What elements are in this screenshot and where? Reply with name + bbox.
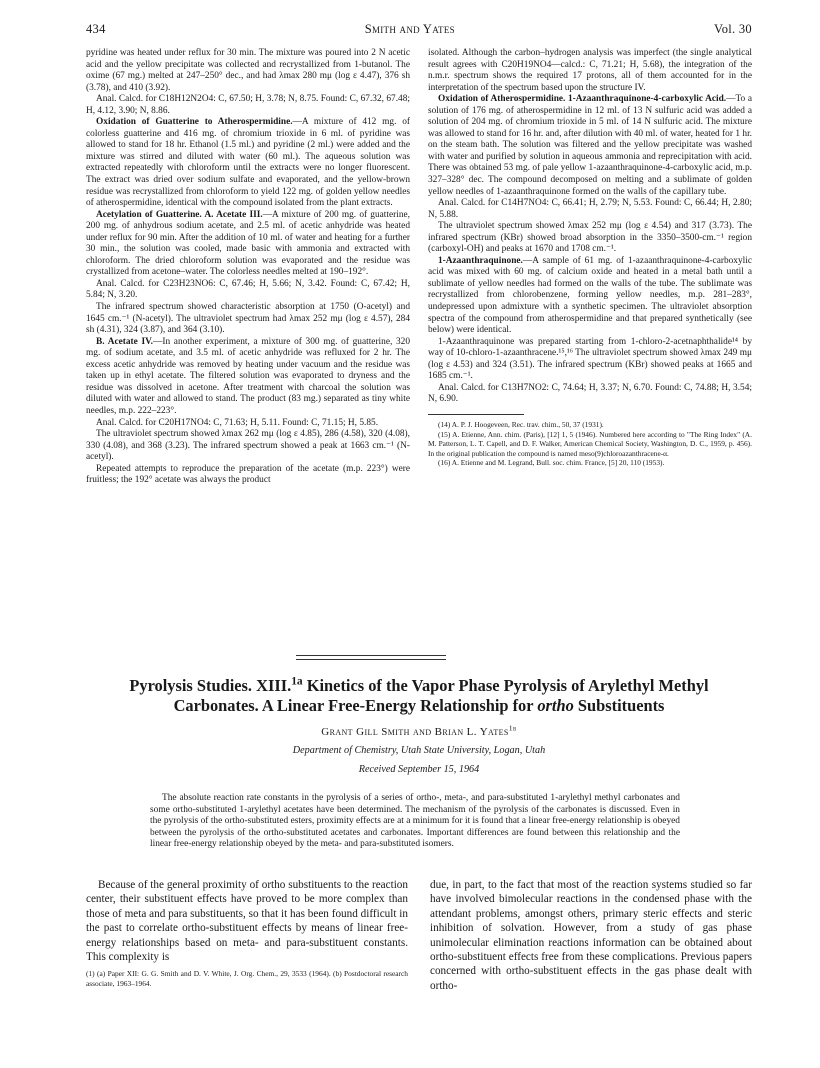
running-head-authors: Smith and Yates	[364, 22, 455, 36]
body-left-column	[86, 878, 408, 993]
paragraph: B. Acetate IV.—In another experiment, a mixture of 300 mg. of guatterine, 320 mg. of sodium acetate, and 3.5 ml. of acetic anhydride was refluxed for 2 hr. The excess acetic anhydride was removed by heating under vacuum and the residue was taken up in ethyl acetate. The filtered solution was evaporated to dryness and the residue was dissolved in acetone. After treatment with charcoal the solution was diluted with water and allowed to stand. The product (83 mg.) separated as tiny white needles, m.p. 222–223°.	[86, 336, 410, 416]
footnote: (1) (a) Paper XII: G. G. Smith and D. V. White, J. Org. Chem., 29, 3533 (1964). (b) Postdoctoral research associate, 1963–1964.	[86, 969, 408, 989]
affiliation: Department of Chemistry, Utah State University, Logan, Utah	[292, 745, 546, 756]
paragraph: Repeated attempts to reproduce the preparation of the acetate (m.p. 223°) were fruitless; the 192° acetate was always the product	[86, 463, 410, 486]
footnote-rule	[428, 414, 524, 415]
article-title: Pyrolysis Studies. XIII.$^{1a}$ Kinetics of the Vapor Phase Pyrolysis of Arylethyl Methyl Carbonates. A Linear Free-Energy Relationship for ortho Substituents	[129, 675, 709, 715]
paragraph: Oxidation of Guatterine to Atherospermidine.—A mixture of 412 mg. of colorless guatterine and 416 mg. of chromium trioxide in 6 ml. of pyridine was allowed to stand for 18 hr. Ethanol (1.5 ml.) and pyridine (2 ml.) were added and the mixture was stirred and diluted with water (60 ml.). The aqueous solution was extracted repeatedly with chloroform until the extracts were no longer fluorescent. The extract was dried over sodium sulfate and evaporated, and the yellow-brown residue was recrystallized from chloroform to yield 122 mg. of golden yellow needles of atherospermidine, identical with the compound isolated from the plant extracts.	[86, 117, 410, 209]
article-separator-rule	[296, 659, 446, 660]
page	[86, 22, 752, 487]
paragraph: The ultraviolet spectrum showed λmax 262 mμ (log ε 4.85), 286 (4.58), 320 (4.08), 330 (4.08), and 368 (3.23). The infrared spectrum showed a peak at 1663 cm.⁻¹ (N-acetyl).	[86, 429, 410, 463]
run-in-heading: Oxidation of Atherospermidine. 1-Azaanthraquinone-4-carboxylic Acid.	[438, 94, 727, 105]
paragraph: Anal. Calcd. for C13H7NO2: C, 74.64; H, 3.37; N, 6.70. Found: C, 74.88; H, 3.54; N, 6.90.	[428, 382, 752, 405]
paragraph: 1-Azaanthraquinone was prepared starting from 1-chloro-2-acetnaphthalide¹⁴ by way of 10-chloro-1-azaanthracene.¹⁵,¹⁶ The ultraviolet spectrum showed λmax 249 mμ (log ε 4.53) and 324 (3.51). The infrared spectrum (KBr) showed peaks at 1665 and 1685 cm.⁻¹.	[428, 336, 752, 382]
paragraph: due, in part, to the fact that most of the reaction systems studied so far have involved bimolecular reactions in the condensed phase with the attendant problems, amongst others, primary steric effects and steric inhibition of solvation. However, from a study of gas phase unimolecular elimination reactions information can be obtained about ortho-substituent effects free from these complications. Previous papers concerned with ortho-substituent effects in the gas phase dealt with ortho-	[430, 879, 752, 992]
paragraph: pyridine was heated under reflux for 30 min. The mixture was poured into 2 N acetic acid and the yellow precipitate was collected and recrystallized from 1-butanol. The oxime (67 mg.) melted at 247–250° dec., and had λmax 280 mμ (log ε 4.47), 376 sh (3.78), and 410 (3.92).	[86, 48, 410, 93]
run-in-heading: Oxidation of Guatterine to Atherospermidine.	[96, 117, 293, 128]
paragraph: The ultraviolet spectrum showed λmax 252 mμ (log ε 4.54) and 317 (3.73). The infrared spectrum (KBr) showed broad absorption in the 3350–3500-cm.⁻¹ region (carboxyl-OH) and peaks at 1670 and 1708 cm.⁻¹.	[428, 221, 752, 255]
running-head	[86, 22, 752, 40]
paragraph: isolated. Although the carbon–hydrogen analysis was imperfect (the single analytical result agrees with C20H19NO4—calcd.: C, 71.21; H, 5.68), the integration of the n.m.r. spectrum shows the required 17 protons, all of them accounted for in the interpretation of the spectrum based upon the structure IV.	[428, 48, 752, 93]
abstract: The absolute reaction rate constants in the pyrolysis of a series of ortho-, meta-, and para-substituted 1-arylethyl methyl carbonates and some ortho-substituted 1-arylethyl acetates have been determined. The mechanism of the pyrolysis of the carbonates is discussed. Even in the pyrolysis of the ortho-substituted esters, proximity effects are at a minimum for it is found that a linear free-energy relationship is obeyed between the pyrolysis of the ortho-substituted acetates and carbonates. Important differences are found between this relationship and the linear free-energy relationship obeyed by the meta- and para-substituted isomers.	[150, 793, 680, 850]
run-in-heading: B. Acetate IV.	[96, 336, 153, 347]
left-column	[86, 48, 410, 487]
paragraph: The infrared spectrum showed characteristic absorption at 1750 (O-acetyl) and 1645 cm.⁻¹ (N-acetyl). The ultraviolet spectrum had λmax 252 mμ (log ε 4.57), 284 sh (4.31), 324 (3.87), and 364 (3.10).	[86, 302, 410, 336]
paragraph: Anal. Calcd. for C23H23NO6: C, 67.46; H, 5.66; N, 3.42. Found: C, 67.42; H, 5.84; N, 3.20.	[86, 278, 410, 301]
page-number: 434	[86, 22, 106, 36]
article-authors: Grant Gill Smith and Brian L. Yates$^{1b}$	[321, 723, 517, 738]
article-separator-rule	[296, 655, 446, 656]
run-in-heading: Acetylation of Guatterine. A. Acetate III.	[96, 209, 263, 220]
volume-label: Vol. 30	[713, 22, 752, 36]
footnote: (14) A. P. J. Hoogeveen, Rec. trav. chim., 50, 37 (1931).	[438, 419, 604, 429]
run-in-heading: 1-Azaanthraquinone.	[438, 255, 523, 266]
paragraph: Anal. Calcd. for C18H12N2O4: C, 67.50; H, 3.78; N, 8.75. Found: C, 67.32, 67.48; H, 4.12, 3.90; N, 8.86.	[86, 94, 410, 116]
paragraph: Because of the general proximity of ortho substituents to the reaction center, their substituent effects have proved to be more complex than those of meta and para substituents, so that it has been found difficult in the past to correlate ortho-substituent effects by means of linear free-energy relationships based on meta- and para-substituent constants. This complexity is	[86, 879, 408, 964]
two-column-text	[86, 48, 752, 487]
paragraph: Anal. Calcd. for C14H7NO4: C, 66.41; H, 2.79; N, 5.53. Found: C, 66.44; H, 2.80; N, 5.88.	[428, 198, 752, 220]
paragraph: Anal. Calcd. for C20H17NO4: C, 71.63; H, 5.11. Found: C, 71.15; H, 5.85.	[96, 417, 379, 428]
footnote: (16) A. Etienne and M. Legrand, Bull. soc. chim. France, [5] 20, 110 (1953).	[438, 458, 665, 468]
paragraph: Oxidation of Atherospermidine. 1-Azaanthraquinone-4-carboxylic Acid.—To a solution of 176 mg. of atherospermidine in 12 ml. of 13 N sulfuric acid was added a solution of 204 mg. of chromium trioxide in 5 ml. of 14 N sulfuric acid. The mixture was allowed to stand for 16 hr. and, after dilution with 40 ml. of water, heated for 1 hr. on the steam bath. The solution was filtered and the yellow precipitate was washed with water and purified by solution in aqueous ammonia and reprecipitation with acid. There was obtained 53 mg. of pale yellow 1-azaanthraquinone-4-carboxylic acid, m.p. 327–328° dec. The compound decomposed on melting and a sublimate of golden yellow needles of 1-azaanthraquinone formed on the walls of the capillary tube.	[428, 94, 753, 197]
received-date: Received September 15, 1964	[358, 764, 480, 775]
article-body	[86, 878, 752, 993]
footnote: (15) A. Etienne, Ann. chim. (Paris), [12] 1, 5 (1946). Numbered here according to "The Ring Index" (A. M. Patterson, L. T. Capell, and D. F. Walker, American Chemical Society, Washington, D. C., 1959, p. 456). In the original publication the compound is named meso(9)chloroazanthracene-α.	[428, 429, 752, 458]
right-column	[428, 48, 752, 487]
paragraph: 1-Azaanthraquinone.—A sample of 61 mg. of 1-azaanthraquinone-4-carboxylic acid was mixed with 60 mg. of calcium oxide and heated in a metal bath until a sublimate of yellow needles had formed on the walls of the tube. The sublimate was recrystallized from chlorobenzene, forming yellow needles, m.p. 281–283°, undepressed upon admixture with a synthetic specimen. The ultraviolet absorption spectra of the compound from atherospermidine and that prepared synthetically (see below) were identical.	[428, 255, 752, 336]
body-right-column	[430, 878, 752, 993]
paragraph: Acetylation of Guatterine. A. Acetate III.—A mixture of 200 mg. of guatterine, 200 mg. of anhydrous sodium acetate, and 2.5 ml. of acetic anhydride was heated under reflux for 90 min. After the addition of 10 ml. of water and heating for a further 30 min., the solution was cooled, made basic with ammonia and extracted with chloroform. The dried chloroform solution was evaporated and the residue was crystallized from acetone–water. The colorless needles melted at 190–192°.	[86, 209, 410, 278]
